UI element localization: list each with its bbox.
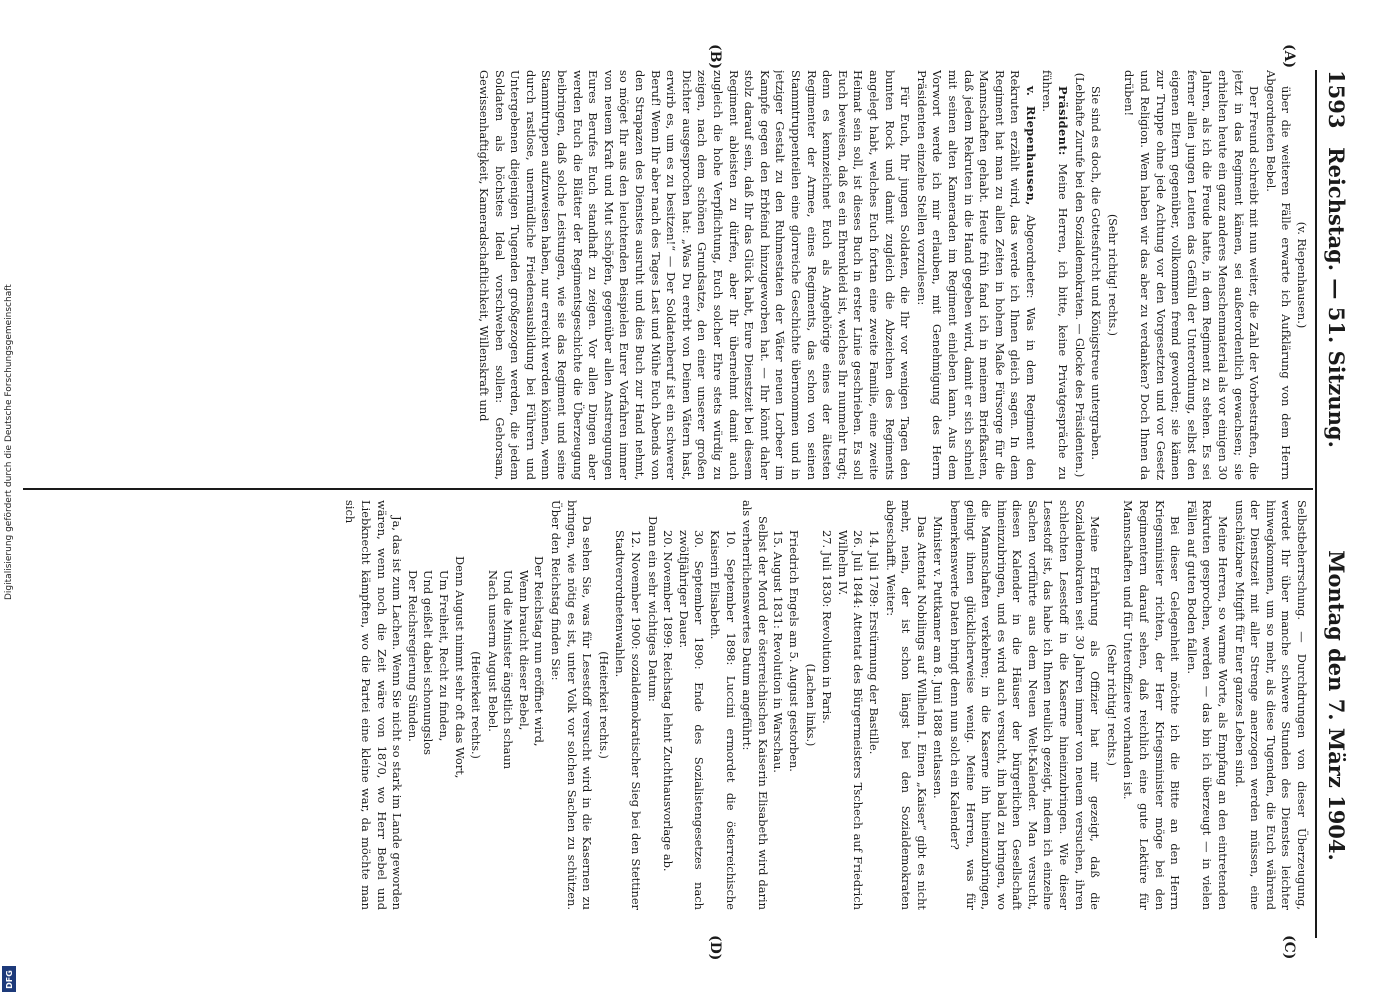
right-column xyxy=(39,500,1309,910)
interjection: (Sehr richtig! rechts.) xyxy=(1104,644,1118,766)
margin-mark-c: (C) xyxy=(1281,935,1297,960)
interjection: (Heiterkeit rechts.) xyxy=(596,651,610,759)
session-title: Reichstag. — 51. Sitzung. xyxy=(1324,147,1350,448)
calendar-entry: 20. November 1899: Reichstag lehnt Zuchthausvorlage ab. xyxy=(661,530,676,872)
calendar-entry: 27. Juli 1830: Revolution in Paris. xyxy=(820,530,835,724)
quoted-paragraph: Selbstbeherrschung. — Durchdrungen von dieser Überzeugung, werdet Ihr über manche schwere Stunden des Dienstes leichter hinwegkommen, um so mehr, als diese Tugenden, die Euch während der Dienstzeit mit aller Strenge anerzogen werden müssen, eine unschätzbare Mitgift für Euer ganzes Leben sind. xyxy=(1232,500,1309,910)
dfg-logo xyxy=(2,966,16,992)
calendar-entry: 15. August 1831: Revolution in Warschau. xyxy=(771,530,786,773)
margin-mark-a: (A) xyxy=(1281,44,1297,69)
speech-text: Meine Herren, ich bitte, keine Privatgespräche zu führen. xyxy=(1040,70,1071,480)
header-title xyxy=(1325,70,1350,938)
speech-paragraph xyxy=(913,70,1038,480)
paragraph: Selbst der Mord der österreichischen Kaiserin Elisabeth wird darin als verherrlichenswertes Datum angeführt: xyxy=(740,500,770,910)
calendar-entry: 14. Juli 1789: Erstürmung der Bastille. xyxy=(866,530,881,755)
poem-line: Der Reichstag nun eröffnet wird, xyxy=(532,556,547,747)
calendar-entry: Friedrich Engels am 5. August gestorben. xyxy=(787,530,801,772)
poem-line: Denn August nimmt sehr oft das Wort, xyxy=(452,556,467,779)
paragraph: über die weiteren Fälle erwarte ich Aufklärung von dem Herrn Abgeordneten Bebel. xyxy=(1263,70,1294,480)
interjection: (Heiterkeit rechts.) xyxy=(469,651,483,759)
dfg-logo-text: DFG xyxy=(4,969,14,989)
speaker-continuation: (v. Riepenhausen.) xyxy=(1295,221,1309,329)
interjection: (Lachen links.) xyxy=(803,663,817,747)
poem-line: Der Reichsregierung Sünden. xyxy=(405,570,420,742)
paragraph: Das Attentat Nobilings auf Wilhelm I. Einen „Kaiser“ gibt es nicht mehr, nein, der ist schon längst bei den Sozialdemokraten abgeschafft. Weiter: xyxy=(883,500,929,910)
poem-line: Wenn braucht dieser Bebel, xyxy=(516,570,531,731)
calendar-entry: 12. November 1900: sozialdemokratischer Sieg bei den Stettiner Stadtverordnetenwahlen. xyxy=(613,530,644,910)
paragraph: Ja, das ist zum Lachen. Wenn Sie nicht so stark im Lande geworden wären, wenn noch die Zeit wäre von 1870, wo Herr Bebel und Liebknecht kämpften, wo die Partei eine kleine war, da möchte man sich xyxy=(343,500,405,910)
calendar-entry: 10. September 1898: Luccini ermordet die österreichische Kaiserin Elisabeth. xyxy=(708,530,738,910)
column-divider xyxy=(23,488,1313,490)
speaker-name: v. Riepenhausen, xyxy=(1023,86,1038,206)
paragraph: Bei dieser Gelegenheit möchte ich die Bitte an den Herrn Kriegsminister richten, der Herr Kriegsminister möge bei den Regimentern darauf sehen, daß reichlich eine gute Lektüre für Mannschaften und für Unteroffiziere vorhanden ist. xyxy=(1121,500,1183,910)
digitization-notice: Digitalisierung gefördert durch die Deutsche Forschungsgemeinschaft xyxy=(4,284,14,600)
poem-line: Und die Minister ängstlich schaun xyxy=(501,570,516,770)
interjection: (Lebhafte Zurufe bei den Sozialdemokraten. — Glocke des Präsidenten.) xyxy=(1072,72,1086,478)
paragraph: Minister v. Puttkamer am 8. Juni 1888 entlassen. xyxy=(931,516,946,799)
paragraph: Meine Erfahrung als Offizier hat mir gezeigt, daß die Sozialdemokraten seit 30 Jahren immer von neuem versuchen, ihren schlechten Lesestoff in die Kaserne hineinzubringen. Wie dieser Lesestoff ist, das habe ich Ihnen neulich gezeigt, indem ich einzelne Sachen vorführte aus dem Neuen Welt-Kalender. Man versucht, diesen Kalender in die Häuser der bürgerlichen Gesellschaft hineinzubringen, und es wird auch versucht, ihn bald zu bringen, wo die Mannschaften verkehren; in die Kaserne ihn hineinzubringen, gelingt ihnen glücklicherweise wenig. Meine Herren, was für bemerkenswerte Daten bringt denn nun solch ein Kalender? xyxy=(947,500,1103,910)
margin-mark-b: (B) xyxy=(707,44,723,70)
left-column xyxy=(39,70,1309,480)
page-header xyxy=(1315,70,1357,938)
poem-line: Nach unserm August Bebel. xyxy=(485,570,500,732)
quoted-paragraph: Für Euch, Ihr jungen Soldaten, die Ihr vor wenigen Tagen den bunten Rock und damit zugleich die Abzeichen des Regiments angelegt habt, welches Euch fortan eine zweite Familie, eine zweite Heimat sein soll, ist dieses Buch in erster Linie geschrieben. Es soll Euch beweisen, daß es ein Ehrenkleid ist, welches Ihr nunmehr tragt; denn es kennzeichnet Euch als Angehörige eines der ältesten Regimenter der Armee, eines Regiments, das schon von seinen Stammtruppenteilen eine glorreiche Geschichte übernommen und in jetziger Gestalt zu den Ruhmestaten der Väter neuen Lorbeer im Kampfe gegen den Erbfeind hinzugeworben hat. — Ihr könnt daher stolz darauf sein, daß Ihr das Glück habt, Eure Dienstzeit bei diesem Regiment ableisten zu dürfen, aber Ihr übernehmt damit auch zugleich die hohe Verpflichtung, Euch solcher Ehre stets würdig zu zeigen, nach dem schönen Grundsatze, den einer unserer großen Dichter ausgesprochen hat: „Was Du ererbt von Deinen Vätern hast, erwirb es, um es zu besitzen!“ — Der Soldatenberuf ist ein schwerer Beruf! Wenn Ihr aber nach des Tages Last und Mühe Euch Abends von den Strapazen des Dienstes ausruht und dies Buch zur Hand nehmt, so möget Ihr aus den leuchtenden Beispielen Eurer Vorfahren immer von neuem Kraft und Mut schöpfen, gegenüber allen Anstrengungen Eures Berufes Euch standhaft zu zeigen. Vor allen Dingen aber werden Euch die Blätter der Regimentsgeschichte die Überzeugung beibringen, daß solche Leistungen, wie sie das Regiment und seine Stammtruppen aufzuweisen haben, nur erreicht werden können, wenn durch rastlose, unermüdliche Friedensausbildung bei Führern und Untergebenen diejenigen Tugenden großgezogen werden, die jedem Soldaten als höchstes Ideal vorschweben sollen: Gehorsam, Gewissenhaftigkeit, Kameradschaftlichkeit, Willenskraft und xyxy=(477,70,913,480)
poem-line: Und geißelt dabei schonungslos xyxy=(421,570,436,756)
paragraph: Der Freund schreibt mit nun weiter, die Zahl der Vorbestraften, die jetzt in das Regiment kämen, sei außerordentlich gewachsen; sie erhielten heute ein ganz anderes Menschenmaterial als vor einigen 30 Jahren, als ich die Freude hatte, in dem Regiment zu stehen. Es sei ferner allen jungen Leuten das Gefühl der Unterordnung, selbst den eigenen Eltern gegenüber, vollkommen fremd geworden; sie kämen zur Truppe ohne jede Achtung vor den Vorgesetzten und vor Gesetz und Religion. Wem haben wir das aber zu verdanken? Doch Ihnen da drüben! xyxy=(1122,70,1262,480)
paragraph: Dann ein sehr wichtiges Datum: xyxy=(645,516,660,702)
paragraph: Sie sind es doch, die Gottesfurcht und Königstreue untergraben. xyxy=(1089,86,1104,460)
speech-paragraph xyxy=(1039,70,1070,480)
paragraph: Meine Herren, so warme Worte, als Empfang an den eintretenden Rekruten gesprochen, werden — das bin ich überzeugt — in vielen Fällen auf guten Boden fallen. xyxy=(1184,500,1231,910)
speech-text: Abgeordneter: Was in dem Regiment den Rekruten erzählt wird, das werde ich Ihnen gleich sagen. In dem Regiment hat man zu allen Zeiten in hohem Maße Fürsorge für die Mannschaften gehabt. Heute früh fand ich in meinem Briefkasten, daß jedem Rekruten in die Hand gegeben wird, damit er sich schnell mit seinen alten Kameraden im Regiment einleben kann. Aus dem Vorwort werde ich mir erlauben, mit Genehmigung des Herrn Präsidenten einzelne Stellen vorzulesen: xyxy=(914,70,1038,480)
interjection: (Sehr richtig! rechts.) xyxy=(1105,214,1119,336)
margin-mark-d: (D) xyxy=(707,935,723,961)
calendar-entry: 26. Juli 1844: Attentat des Bürgermeisters Tschech auf Friedrich Wilhelm IV. xyxy=(835,530,866,910)
calendar-entry: 30. September 1890: Ende des Sozialistengesetzes nach zwölfjähriger Dauer. xyxy=(676,530,707,910)
speaker-name: Präsident: xyxy=(1056,86,1071,156)
paragraph: Da sehen Sie, was für Lesestoff versucht wird in die Kasernen zu bringen, wie nötig es ist, unter Volk vor solchen Sachen zu schützen. Über den Reichstag finden Sie: xyxy=(549,500,595,910)
session-date: Montag den 7. März 1904. xyxy=(1324,550,1350,861)
page-number: 1593 xyxy=(1324,70,1350,129)
poem-line: Um Freiheit, Recht zu finden, xyxy=(436,570,451,742)
